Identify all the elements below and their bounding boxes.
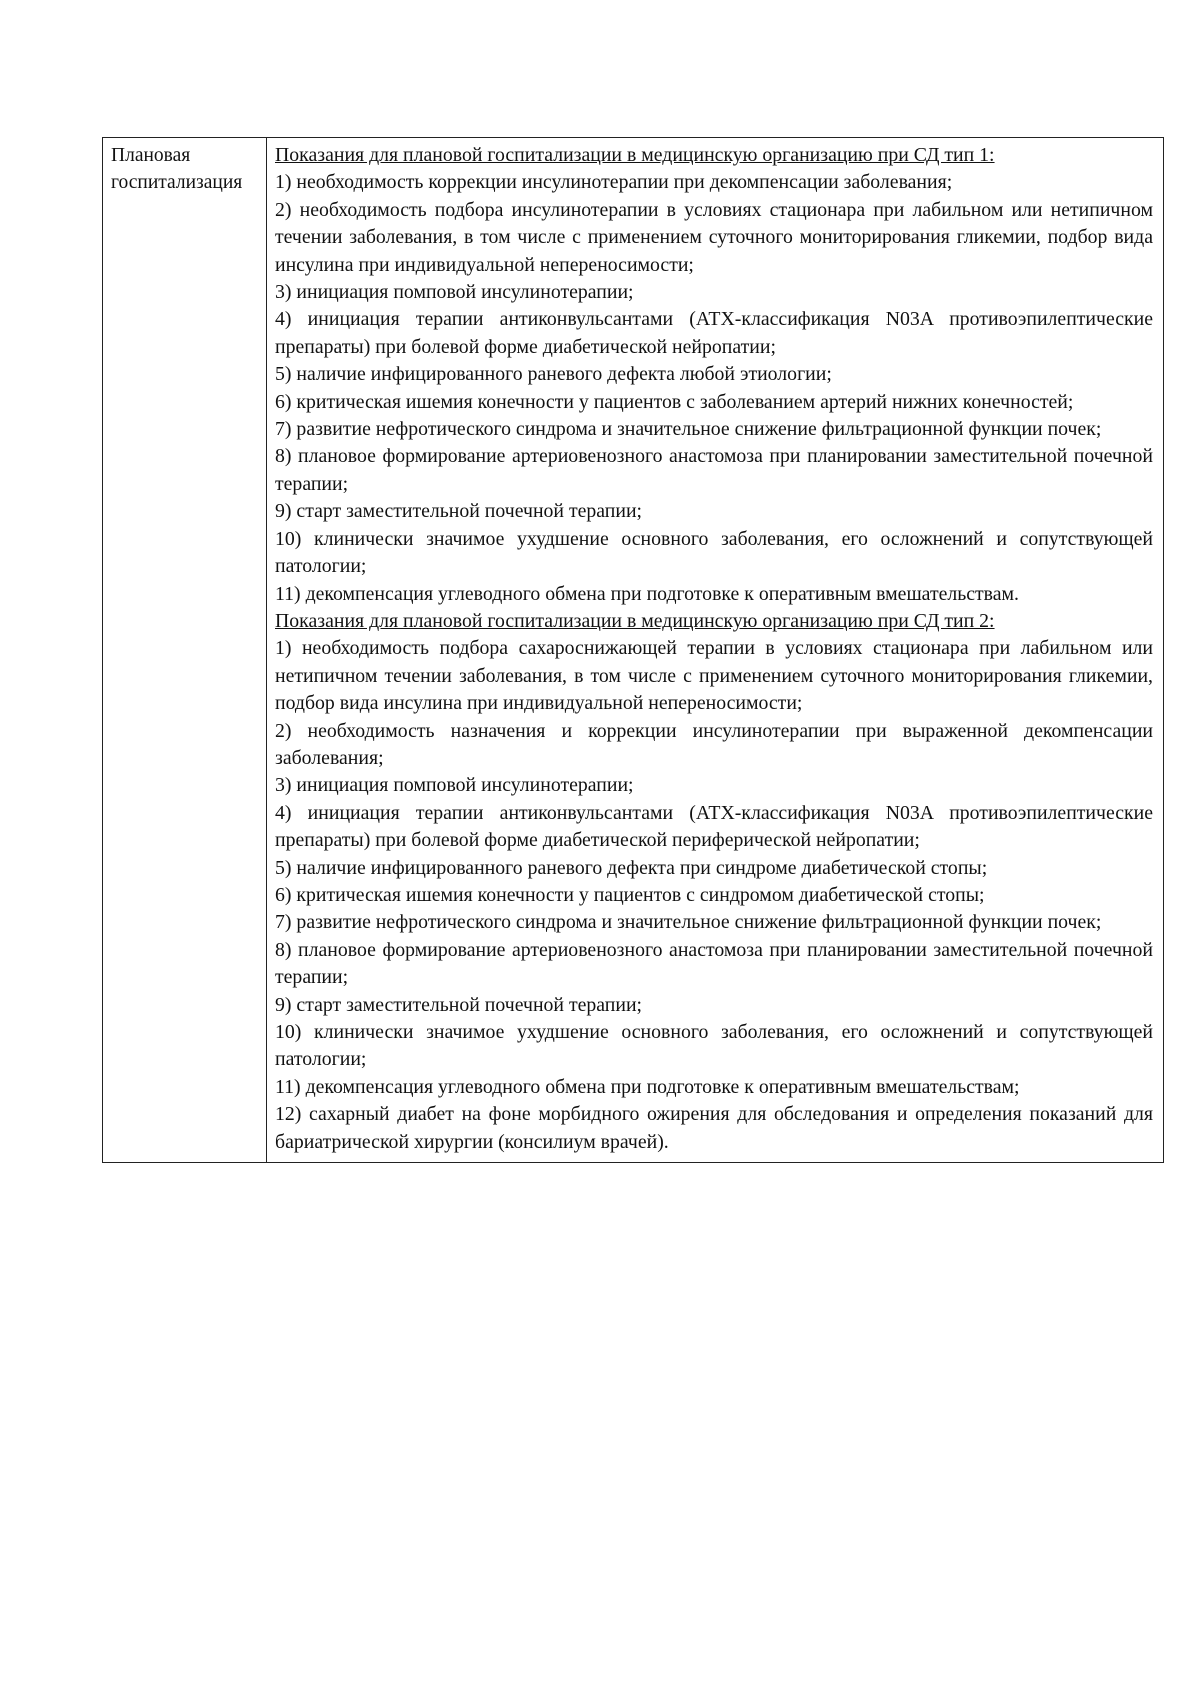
section-heading-type1: Показания для плановой госпитализации в медицинскую организацию при СД тип 1: (275, 144, 995, 166)
section-heading-type2: Показания для плановой госпитализации в медицинскую организацию при СД тип 2: (275, 609, 995, 632)
list-item: 7) развитие нефротического синдрома и значительное снижение фильтрационной функции почек; (275, 911, 1102, 934)
list-item: 2) необходимость подбора инсулинотерапии в условиях стационара при лабильном или нетипичном течении заболевания, в том числе с применением суточного мониторирования гликемии, подбор вида инсулина при индивидуальной непереносимости; (275, 198, 1153, 276)
list-item: 6) критическая ишемия конечности у пациентов с синдромом диабетической стопы; (275, 883, 985, 906)
hospitalization-table (102, 137, 1164, 1163)
list-item: 5) наличие инфицированного раневого дефекта при синдроме диабетической стопы; (275, 856, 988, 879)
list-item: 11) декомпенсация углеводного обмена при подготовке к оперативным вмешательствам; (275, 1075, 1020, 1098)
table-row (103, 138, 1164, 1163)
list-item: 3) инициация помповой инсулинотерапии; (275, 281, 634, 304)
list-item: 1) необходимость подбора сахароснижающей терапии в условиях стационара при лабильном или нетипичном течении заболевания, в том числе с применением суточного мониторирования гликемии, подбор вида инсулина при индивидуальной непереносимости; (275, 637, 1153, 715)
list-item: 2) необходимость назначения и коррекции инсулинотерапии при выраженной декомпенсации заболевания; (275, 719, 1153, 769)
list-item: 7) развитие нефротического синдрома и значительное снижение фильтрационной функции почек; (275, 418, 1102, 441)
list-item: 8) плановое формирование артериовенозного анастомоза при планировании заместительной почечной терапии; (275, 445, 1153, 495)
indications-cell (267, 138, 1164, 1163)
list-item: 10) клинически значимое ухудшение основного заболевания, его осложнений и сопутствующей патологии; (275, 1021, 1153, 1071)
list-item: 12) сахарный диабет на фоне морбидного ожирения для обследования и определения показаний для бариатрической хирургии (консилиум врачей). (275, 1103, 1153, 1153)
list-item: 3) инициация помповой инсулинотерапии; (275, 774, 634, 797)
list-item: 9) старт заместительной почечной терапии; (275, 993, 643, 1016)
row-label: Плановая госпитализация (111, 145, 243, 194)
row-label-cell (103, 138, 267, 1163)
list-item: 4) инициация терапии антиконвульсантами (АТХ-классификация N03A противоэпилептические препараты) при болевой форме диабетической периферической нейропатии; (275, 801, 1153, 852)
list-item: 1) необходимость коррекции инсулинотерапии при декомпенсации заболевания; (275, 171, 953, 194)
list-item: 10) клинически значимое ухудшение основного заболевания, его осложнений и сопутствующей патологии; (275, 527, 1153, 578)
list-item: 4) инициация терапии антиконвульсантами (АТХ-классификация N03A противоэпилептические препараты) при болевой форме диабетической нейропатии; (275, 308, 1153, 358)
list-item: 11) декомпенсация углеводного обмена при подготовке к оперативным вмешательствам. (275, 582, 1020, 605)
list-item: 5) наличие инфицированного раневого дефекта любой этиологии; (275, 363, 832, 386)
list-item: 8) плановое формирование артериовенозного анастомоза при планировании заместительной почечной терапии; (275, 938, 1153, 989)
list-item: 9) старт заместительной почечной терапии; (275, 500, 643, 523)
list-item: 6) критическая ишемия конечности у пациентов с заболеванием артерий нижних конечностей; (275, 390, 1074, 413)
